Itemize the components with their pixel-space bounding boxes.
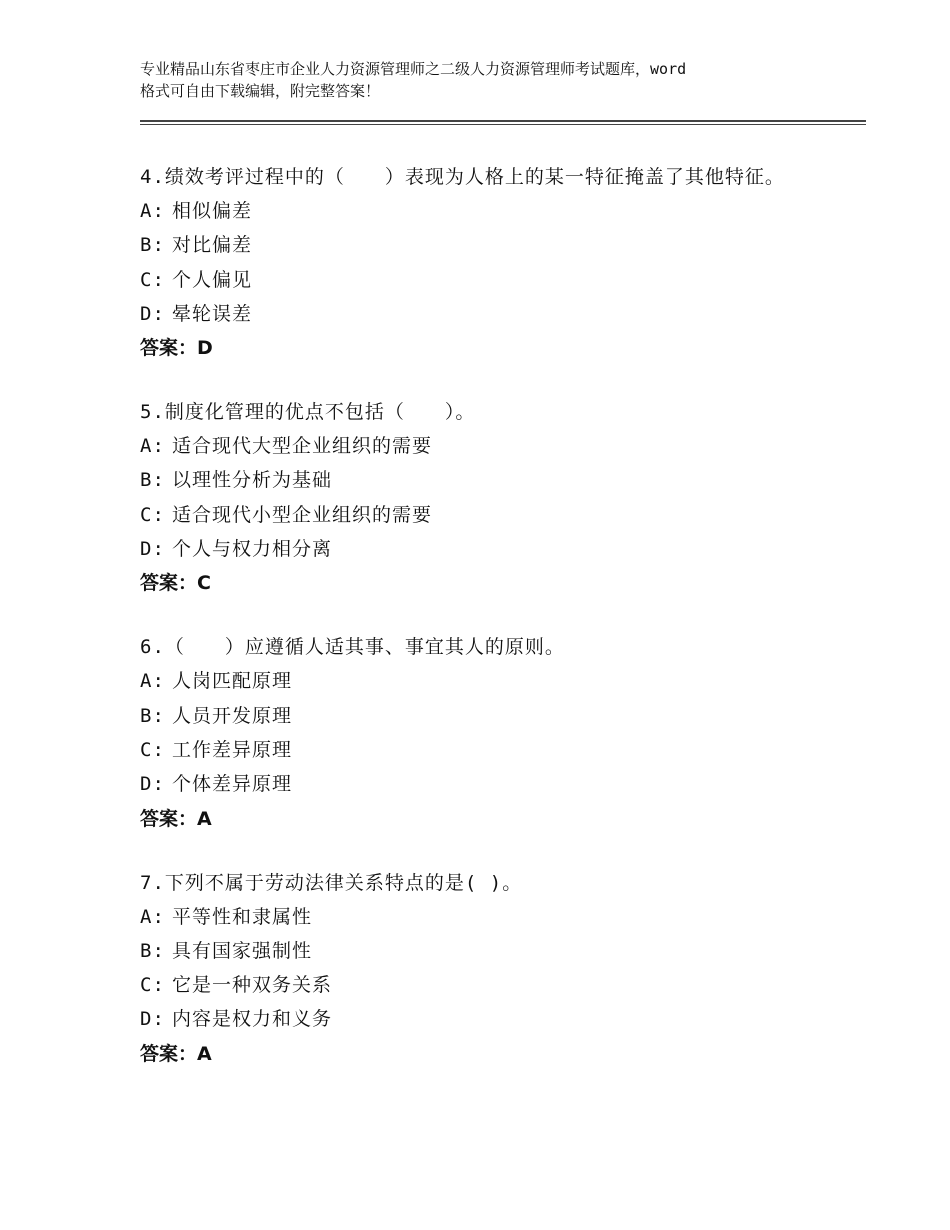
option-text: 对比偏差 bbox=[172, 234, 253, 257]
option-text: 适合现代大型企业组织的需要 bbox=[172, 435, 433, 458]
answer-value: C bbox=[197, 572, 211, 595]
option-text: 个人偏见 bbox=[172, 268, 253, 291]
option-c bbox=[140, 498, 840, 532]
answer-label: 答案： bbox=[140, 337, 198, 360]
option-key: C: bbox=[140, 974, 165, 997]
answer-value: A bbox=[197, 807, 212, 830]
question-4 bbox=[140, 160, 840, 365]
option-text: 以理性分析为基础 bbox=[172, 469, 333, 492]
option-a bbox=[140, 664, 840, 698]
header-divider-thin bbox=[140, 124, 866, 125]
option-key: B: bbox=[140, 939, 165, 962]
answer-label: 答案： bbox=[140, 572, 198, 595]
option-key: A: bbox=[140, 670, 165, 693]
option-b bbox=[140, 934, 840, 968]
option-key: D: bbox=[140, 1008, 165, 1031]
option-text: 工作差异原理 bbox=[172, 738, 293, 761]
option-key: D: bbox=[140, 538, 165, 561]
option-text: 人岗匹配原理 bbox=[172, 670, 293, 693]
question-5 bbox=[140, 395, 840, 600]
option-c bbox=[140, 733, 840, 767]
option-text: 相似偏差 bbox=[172, 200, 253, 222]
option-d bbox=[140, 1002, 840, 1036]
option-key: C: bbox=[140, 738, 165, 761]
question-stem: 4.绩效考评过程中的（ ）表现为人格上的某一特征掩盖了其他特征。 bbox=[140, 166, 785, 188]
option-text: 平等性和隶属性 bbox=[172, 905, 313, 928]
option-b bbox=[140, 228, 840, 262]
option-key: C: bbox=[140, 503, 165, 526]
option-key: B: bbox=[140, 234, 165, 257]
option-text: 个人与权力相分离 bbox=[172, 538, 333, 561]
question-6 bbox=[140, 630, 840, 835]
question-stem: 5.制度化管理的优点不包括（ ）。 bbox=[140, 401, 476, 424]
question-list bbox=[140, 160, 840, 1101]
answer-label: 答案： bbox=[140, 807, 198, 830]
option-key: C: bbox=[140, 268, 165, 291]
option-text: 晕轮误差 bbox=[172, 302, 253, 325]
option-c bbox=[140, 263, 840, 297]
answer-value: D bbox=[197, 337, 213, 360]
option-text: 它是一种双务关系 bbox=[172, 974, 333, 997]
option-key: A: bbox=[140, 200, 165, 222]
option-text: 个体差异原理 bbox=[172, 773, 293, 796]
option-c bbox=[140, 968, 840, 1002]
header-line-1: 专业精品山东省枣庄市企业人力资源管理师之二级人力资源管理师考试题库，word bbox=[140, 60, 687, 78]
header-divider bbox=[140, 120, 866, 122]
option-key: B: bbox=[140, 469, 165, 492]
option-b bbox=[140, 463, 840, 497]
option-d bbox=[140, 532, 840, 566]
question-7 bbox=[140, 866, 840, 1071]
option-d bbox=[140, 767, 840, 801]
option-a bbox=[140, 429, 840, 463]
option-key: A: bbox=[140, 435, 165, 458]
answer-line bbox=[140, 566, 840, 600]
option-d bbox=[140, 297, 840, 331]
answer-line bbox=[140, 1037, 840, 1071]
option-key: B: bbox=[140, 704, 165, 727]
option-a bbox=[140, 900, 840, 934]
option-text: 适合现代小型企业组织的需要 bbox=[172, 503, 433, 526]
option-b bbox=[140, 699, 840, 733]
option-key: D: bbox=[140, 302, 165, 325]
header-line-2: 格式可自由下载编辑，附完整答案！ bbox=[140, 82, 381, 100]
option-key: D: bbox=[140, 773, 165, 796]
option-text: 具有国家强制性 bbox=[172, 939, 313, 962]
document-header bbox=[140, 58, 840, 102]
answer-label: 答案： bbox=[140, 1042, 198, 1065]
option-text: 人员开发原理 bbox=[172, 704, 293, 727]
answer-line bbox=[140, 331, 840, 365]
question-stem: 7.下列不属于劳动法律关系特点的是( )。 bbox=[140, 871, 523, 894]
option-key: A: bbox=[140, 905, 165, 928]
option-a bbox=[140, 194, 840, 228]
question-stem: 6.（ ）应遵循人适其事、事宜其人的原则。 bbox=[140, 636, 565, 659]
answer-value: A bbox=[197, 1042, 212, 1065]
answer-line bbox=[140, 802, 840, 836]
option-text: 内容是权力和义务 bbox=[172, 1008, 333, 1031]
